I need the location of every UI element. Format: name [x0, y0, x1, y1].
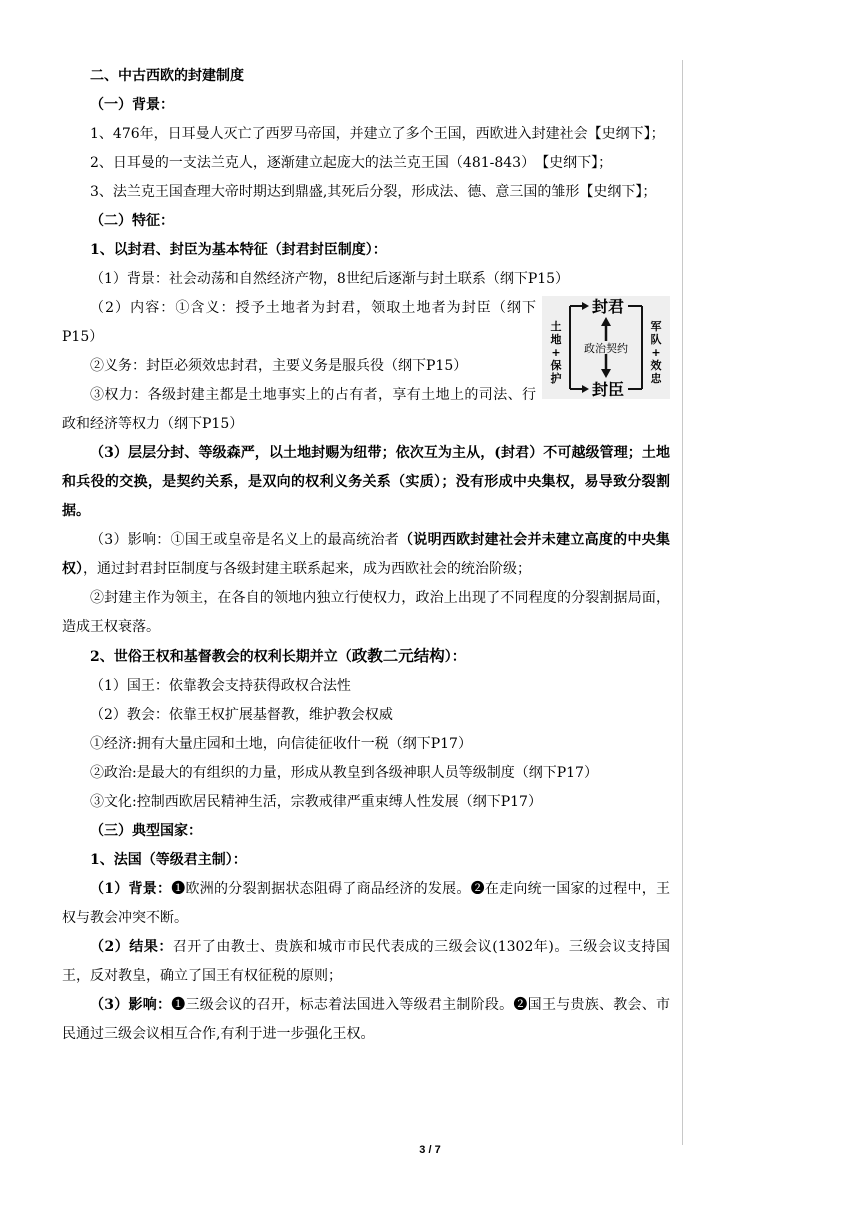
feature-2-title-emphasis: 政教二元结构: [351, 647, 445, 665]
france-result-label: （2）结果：: [90, 939, 173, 955]
diagram-left-char-5: 护: [550, 372, 562, 385]
page-number: 3 / 7: [419, 1144, 441, 1156]
feature-2-politics: ②政治:是最大的有组织的力量，形成从教皇到各级神职人员等级制度（纲下P17）: [90, 765, 598, 781]
background-item-3: 3、法兰克王国查理大帝时期达到鼎盛,其死后分裂，形成法、德、意三国的雏形【史纲下】；: [90, 184, 657, 200]
typical-states-title: （三）典型国家：: [90, 823, 202, 839]
feature-1-title: 1、以封君、封臣为基本特征（封君封臣制度）：: [90, 242, 387, 258]
diagram-contract-label: 政治契约: [584, 342, 628, 355]
diagram-left-char-1: 土: [550, 320, 562, 333]
diagram-lord-label: 封君: [591, 297, 625, 316]
france-impact-label: （3）影响：: [90, 997, 172, 1013]
right-margin-rule: [682, 60, 683, 1145]
feature-2-title: [62, 642, 670, 672]
feature-2-economy: ①经济:拥有大量庄园和土地，向信徒征收什一税（纲下P17）: [90, 736, 472, 752]
feature-2-title-a: 2、世俗王权和基督教会的权利长期并立（: [90, 649, 352, 665]
diagram-vassal-label: 封臣: [591, 380, 625, 399]
france-impact-text: ❶三级会议的召开，标志着法国进入等级君主制阶段。❷国王与贵族、教会、市民通过三级会议相互合作,有利于进一步强化王权。: [62, 997, 670, 1042]
diagram-right-char-1: 军: [650, 320, 662, 333]
france-result: [62, 933, 670, 991]
impact-1-text-a: （3）影响：①国王或皇帝是名义上的最高统治者: [90, 532, 400, 548]
feature-1-summary: （3）层层分封、等级森严，以土地封赐为纽带；依次互为主从，(封君）不可越级管理；土地和兵役的交换，是契约关系，是双向的权利义务关系（实质）；没有形成中央集权，易导致分裂割据。: [62, 445, 670, 519]
france-result-text: 召开了由教士、贵族和城市市民代表成的三级会议(1302年)。三级会议支持国王，反对教皇，确立了国王有权征税的原则；: [62, 939, 670, 984]
background-title: （一）背景：: [90, 97, 174, 113]
features-title: （二）特征：: [90, 213, 174, 229]
feature-2-title-b: ）：: [444, 649, 466, 665]
background-item-1: 1、476年，日耳曼人灭亡了西罗马帝国，并建立了多个王国，西欧进入封建社会【史纲下】；: [90, 126, 665, 142]
feature-1-background: （1）背景：社会动荡和自然经济产物，8世纪后逐渐与封土联系（纲下P15）: [90, 271, 570, 287]
section-heading: 二、中古西欧的封建制度: [90, 68, 244, 84]
document-body: [62, 62, 670, 1049]
feature-2-church: （2）教会：依靠王权扩展基督教，维护教会权威: [90, 707, 393, 723]
impact-1-bold-note: （说明西欧封建社会并未建立高度的中央集权）: [62, 532, 671, 577]
feature-1-impact-1: [62, 526, 670, 584]
diagram-left-char-2: 地: [550, 333, 562, 346]
diagram-right-char-4: 效: [650, 359, 662, 372]
diagram-right-char-5: 忠: [650, 372, 662, 385]
impact-1-text-b: ，通过封君封臣制度与各级封建主联系起来，成为西欧社会的统治阶级；: [83, 561, 531, 577]
france-title: 1、法国（等级君主制）：: [90, 852, 247, 868]
feature-2-culture: ③文化:控制西欧居民精神生活，宗教戒律严重束缚人性发展（纲下P17）: [90, 794, 542, 810]
france-background: [62, 875, 670, 933]
diagram-right-char-2: 队: [650, 333, 662, 346]
diagram-left-char-4: 保: [550, 359, 562, 372]
feature-1-duty: ②义务：封臣必须效忠封君，主要义务是服兵役（纲下P15）: [90, 358, 468, 374]
feature-2-king: （1）国王：依靠教会支持获得政权合法性: [90, 678, 351, 694]
diagram-left-char-3: +: [551, 346, 561, 359]
feudal-contract-diagram: [542, 296, 670, 399]
feature-1-content: （2）内容：①含义：授予土地者为封君，领取土地者为封臣（纲下P15）: [62, 300, 536, 345]
feature-1-power: ③权力：各级封建主都是土地事实上的占有者，享有土地上的司法、行政和经济等权力（纲下P15）: [62, 387, 536, 432]
diagram-right-char-3: +: [651, 346, 661, 359]
france-impact: [62, 991, 670, 1049]
france-background-label: （1）背景：: [90, 881, 172, 897]
feudal-contract-diagram-svg: [542, 296, 670, 399]
feature-1-impact-2: ②封建主作为领主，在各自的领地内独立行使权力，政治上出现了不同程度的分裂割据局面，造成王权衰落。: [62, 590, 670, 635]
background-item-2: 2、日耳曼的一支法兰克人，逐渐建立起庞大的法兰克王国（481-843） 【史纲下】；: [90, 155, 613, 171]
france-background-text: ❶欧洲的分裂割据状态阻碍了商品经济的发展。❷在走向统一国家的过程中，王权与教会冲突不断。: [62, 881, 670, 926]
